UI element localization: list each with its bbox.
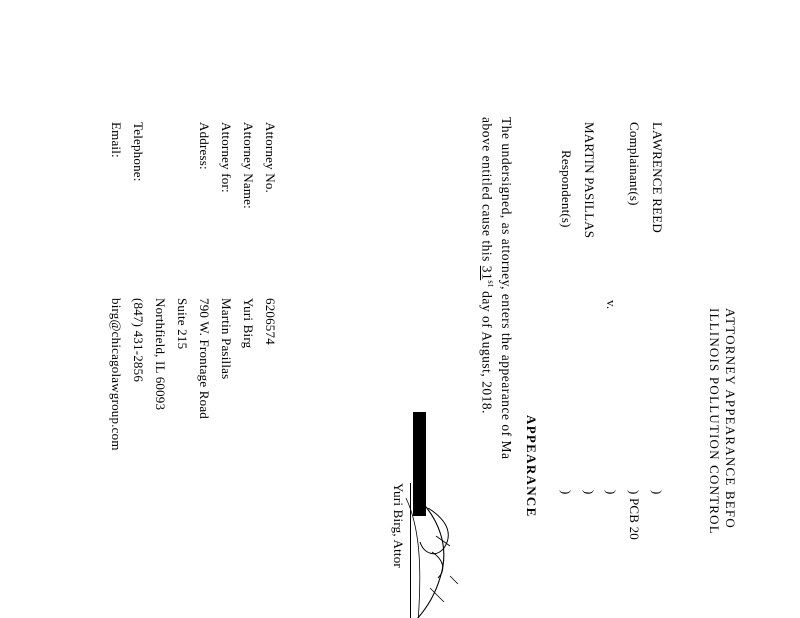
header-title-line-2: ILLINOIS POLLUTION CONTROL xyxy=(707,308,722,535)
appearance-heading: APPEARANCE xyxy=(524,415,539,518)
appearance-line-2-prefix: above entitled cause this xyxy=(479,117,495,266)
respondent-name: MARTIN PASILLAS xyxy=(582,122,597,239)
address-label: Address: xyxy=(197,122,212,170)
handwritten-signature xyxy=(400,488,480,618)
email-label: Email: xyxy=(109,122,124,158)
telephone-label: Telephone: xyxy=(131,122,146,182)
address-line-2: Suite 215 xyxy=(175,298,190,350)
complainant-name: LAWRENCE REED xyxy=(650,122,665,233)
signature-attorney-name: Yuri Birg, Attor xyxy=(391,483,406,568)
attorney-for-value: Martin Pasillas xyxy=(219,298,234,380)
attorney-for-label: Attorney for: xyxy=(219,122,234,193)
appearance-day: 31 xyxy=(479,265,495,281)
appearance-day-suffix: st xyxy=(486,280,496,288)
attorney-number-label: Attorney No. xyxy=(263,122,278,193)
appearance-body-line-1: The undersigned, as attorney, enters the appearance of Ma xyxy=(499,117,514,460)
address-line-3: Northfield, IL 60093 xyxy=(153,298,168,411)
complainant-role: Complainant(s) xyxy=(627,122,642,206)
caption-paren-4: ) xyxy=(559,490,574,495)
telephone-value: (847) 431-2856 xyxy=(131,298,146,383)
email-value: birg@chicagolawgroup.com xyxy=(109,298,124,451)
versus-label: v. xyxy=(604,300,619,310)
attorney-name-value: Yuri Birg xyxy=(241,298,256,349)
caption-paren-1: ) xyxy=(650,490,665,495)
caption-paren-3: ) xyxy=(582,490,597,495)
attorney-name-label: Attorney Name: xyxy=(241,122,256,209)
appearance-line-2-suffix: day of August, 2018. xyxy=(479,287,495,414)
header-title-line-1: ATTORNEY APPEARANCE BEFO xyxy=(723,308,738,529)
case-number: ) PCB 20 xyxy=(627,490,642,541)
respondent-role: Respondent(s) xyxy=(559,150,574,228)
attorney-number-value: 6206574 xyxy=(263,298,278,345)
caption-paren-2: ) xyxy=(604,490,619,495)
signature-line xyxy=(410,483,411,618)
appearance-body-line-2 xyxy=(480,117,495,414)
address-line-1: 790 W. Frontage Road xyxy=(197,298,212,419)
